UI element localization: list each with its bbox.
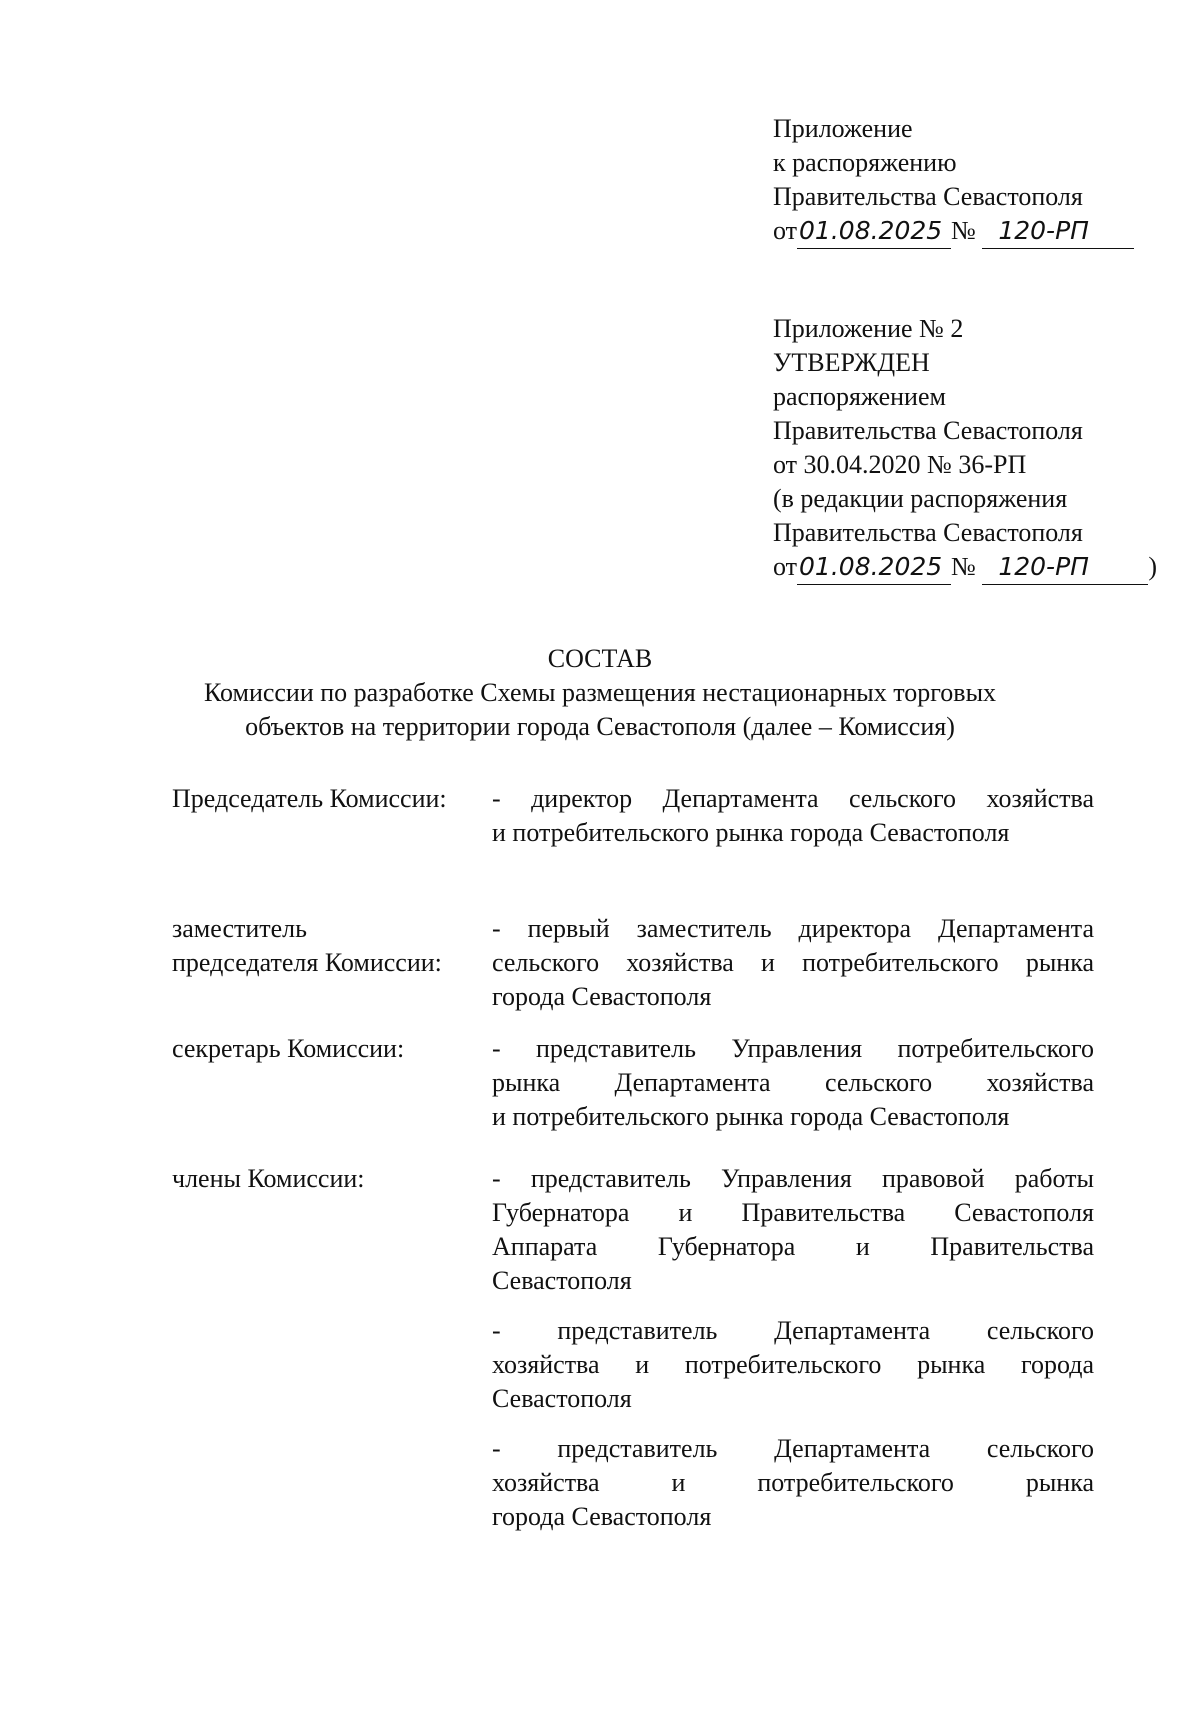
role-line: заместитель bbox=[172, 914, 308, 943]
date-prefix: от bbox=[773, 552, 798, 581]
annex-1-line: Правительства Севастополя bbox=[773, 182, 1083, 211]
member-role: секретарь Комиссии: bbox=[172, 1034, 405, 1063]
desc-line: - представитель Управления потребительского bbox=[492, 1034, 1094, 1063]
member-role bbox=[172, 912, 492, 980]
desc-line: хозяйства и потребительского рынка города bbox=[492, 1350, 1094, 1379]
annex-1-block bbox=[773, 112, 1153, 249]
desc-line: сельского хозяйства и потребительского рынка bbox=[492, 948, 1094, 977]
desc-line: Севастополя bbox=[492, 1384, 632, 1413]
desc-line: - представитель Департамента сельского bbox=[492, 1434, 1094, 1463]
annex-2-line: от 30.04.2020 № 36-РП bbox=[773, 450, 1027, 479]
desc-line: и потребительского рынка города Севастополя bbox=[492, 818, 1010, 847]
desc-line: Аппарата Губернатора и Правительства bbox=[492, 1232, 1094, 1261]
desc-line: - первый заместитель директора Департамента bbox=[492, 914, 1094, 943]
annex-2-line: Приложение № 2 bbox=[773, 314, 964, 343]
member-role: Председатель Комиссии: bbox=[172, 784, 447, 813]
document-subtitle-line: Комиссии по разработке Схемы размещения нестационарных торговых bbox=[203, 678, 997, 707]
member-description bbox=[492, 1032, 1094, 1134]
role-line: председателя Комиссии: bbox=[172, 948, 442, 977]
annex-2-line: УТВЕРЖДЕН bbox=[773, 348, 930, 377]
desc-line: и потребительского рынка города Севастополя bbox=[492, 1102, 1010, 1131]
number-prefix: № bbox=[951, 216, 976, 245]
number-prefix: № bbox=[951, 552, 976, 581]
annex-1-date-line bbox=[773, 214, 1153, 249]
member-description bbox=[492, 1314, 1094, 1416]
desc-line: Севастополя bbox=[492, 1266, 632, 1295]
desc-line: - представитель Управления правовой работы bbox=[492, 1164, 1094, 1193]
desc-line: города Севастополя bbox=[492, 982, 712, 1011]
annex-2-line: (в редакции распоряжения bbox=[773, 484, 1068, 513]
annex-2-line: Правительства Севастополя bbox=[773, 518, 1083, 547]
desc-line: рынка Департамента сельского хозяйства bbox=[492, 1068, 1094, 1097]
annex-2-date-line bbox=[773, 550, 1158, 585]
annex-2-line: Правительства Севастополя bbox=[773, 416, 1083, 445]
closing-paren: ) bbox=[1148, 552, 1158, 581]
desc-line: - представитель Департамента сельского bbox=[492, 1316, 1094, 1345]
desc-line: - директор Департамента сельского хозяйства bbox=[492, 784, 1094, 813]
handwritten-number: 120-РП bbox=[982, 214, 1134, 249]
annex-1-line: к распоряжению bbox=[773, 148, 957, 177]
desc-line: хозяйства и потребительского рынка bbox=[492, 1468, 1094, 1497]
desc-line: Губернатора и Правительства Севастополя bbox=[492, 1198, 1094, 1227]
member-description bbox=[492, 912, 1094, 1014]
handwritten-date: 01.08.2025 bbox=[797, 550, 951, 585]
date-prefix: от bbox=[773, 216, 798, 245]
document-title: СОСТАВ bbox=[547, 644, 653, 673]
annex-2-block bbox=[773, 312, 1158, 585]
member-description bbox=[492, 1162, 1094, 1298]
handwritten-number: 120-РП bbox=[982, 550, 1148, 585]
document-heading bbox=[0, 642, 1200, 744]
member-role: члены Комиссии: bbox=[172, 1164, 365, 1193]
desc-line: города Севастополя bbox=[492, 1502, 712, 1531]
handwritten-date: 01.08.2025 bbox=[797, 214, 951, 249]
document-subtitle-line: объектов на территории города Севастополя (далее – Комиссия) bbox=[245, 712, 955, 741]
annex-2-line: распоряжением bbox=[773, 382, 946, 411]
member-description bbox=[492, 1432, 1094, 1534]
annex-1-line: Приложение bbox=[773, 114, 913, 143]
member-description bbox=[492, 782, 1094, 850]
